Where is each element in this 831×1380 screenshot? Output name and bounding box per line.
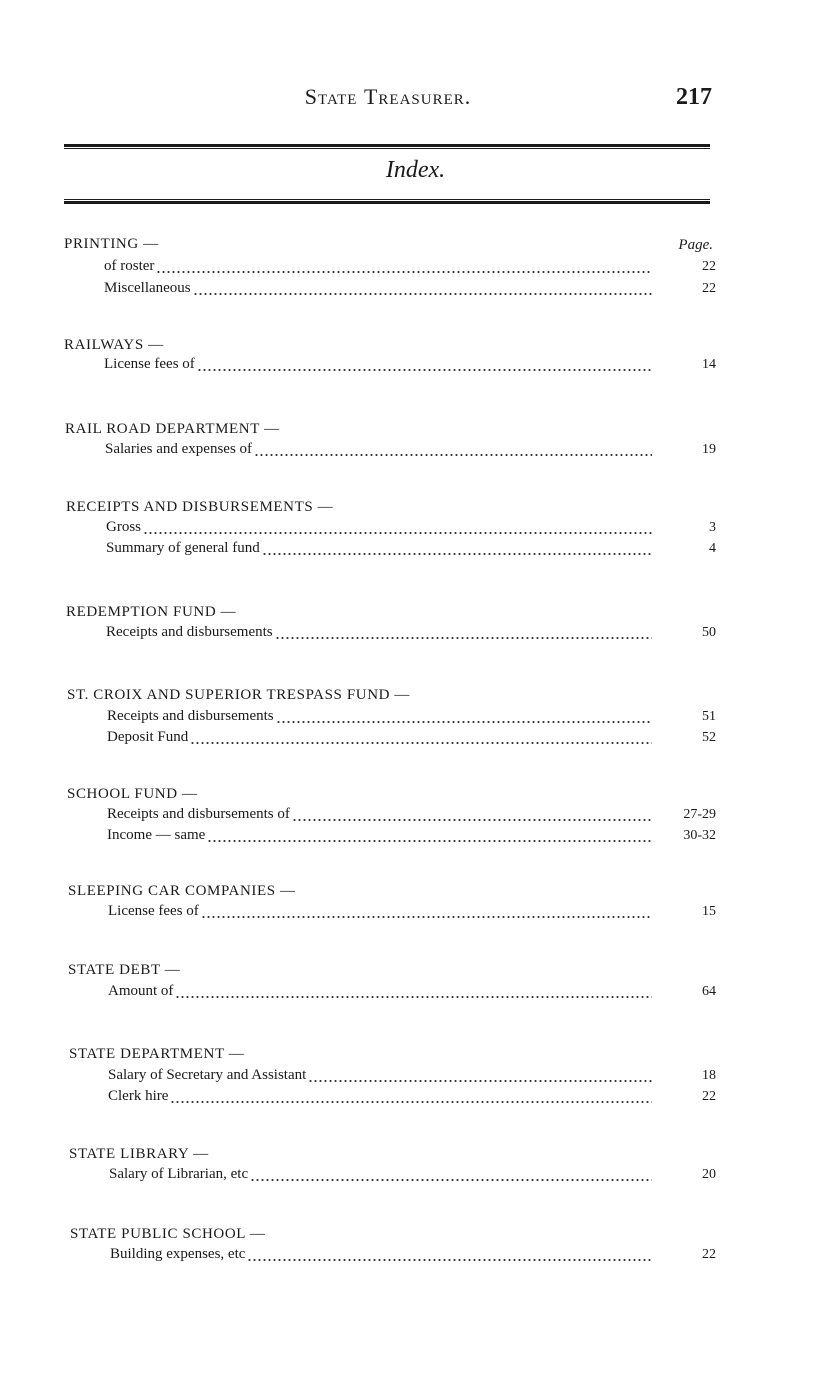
entry-label: Clerk hire (108, 1088, 169, 1104)
index-entry (107, 806, 716, 826)
dot-leader (190, 741, 652, 745)
index-entry (105, 441, 716, 461)
entry-page: 20 (702, 1167, 716, 1182)
entry-label: Salary of Librarian, etc (109, 1166, 249, 1182)
index-heading-railways: RAILWAYS — (64, 337, 164, 353)
index-entry (108, 903, 716, 923)
entry-page: 52 (702, 730, 716, 745)
index-entry (104, 258, 716, 278)
dot-leader (250, 1178, 652, 1182)
dot-leader (308, 1079, 652, 1083)
index-heading-printing: PRINTING — (64, 236, 159, 252)
entry-label: of roster (104, 258, 155, 274)
header-rule-top-thin (64, 148, 710, 149)
index-entry (104, 356, 716, 376)
entry-label: Receipts and disbursements of (107, 806, 290, 822)
entry-label: Salary of Secretary and Assistant (108, 1067, 307, 1083)
index-entry (109, 1166, 716, 1186)
page-header (64, 84, 712, 114)
running-title: State Treasurer. (304, 84, 472, 109)
index-entry (106, 519, 716, 539)
index-heading-rail-road-department: RAIL ROAD DEPARTMENT — (65, 421, 280, 437)
index-entry (106, 624, 716, 644)
dot-leader (201, 915, 652, 919)
entry-page: 15 (702, 904, 716, 919)
entry-label: Deposit Fund (107, 729, 189, 745)
entry-page: 27-29 (683, 807, 716, 822)
dot-leader (262, 552, 652, 556)
entry-page: 22 (702, 1247, 716, 1262)
entry-label: Income — same (107, 827, 206, 843)
index-entry (108, 983, 716, 1003)
index-entry (106, 540, 716, 560)
entry-page: 22 (702, 281, 716, 296)
entry-page: 14 (702, 357, 716, 372)
index-entry (107, 827, 716, 847)
dot-leader (247, 1258, 652, 1262)
dot-leader (175, 995, 652, 999)
index-heading-sleeping-car-companies: SLEEPING CAR COMPANIES — (68, 883, 296, 899)
dot-leader (170, 1100, 652, 1104)
index-entry (107, 708, 716, 728)
entry-page: 18 (702, 1068, 716, 1083)
dot-leader (275, 636, 652, 640)
index-heading-state-debt: STATE DEBT — (68, 962, 181, 978)
dot-leader (254, 453, 652, 457)
index-heading-st-croix-trespass-fund: ST. CROIX AND SUPERIOR TRESPASS FUND — (67, 687, 411, 703)
entry-page: 30-32 (683, 828, 716, 843)
index-entry (108, 1067, 716, 1087)
index-title: Index. (385, 157, 446, 183)
index-entry (107, 729, 716, 749)
dot-leader (207, 839, 652, 843)
entry-page: 64 (702, 984, 716, 999)
entry-label: Gross (106, 519, 142, 535)
header-rule-bottom (64, 201, 710, 204)
header-rule-top (64, 144, 710, 147)
entry-label: Salaries and expenses of (105, 441, 253, 457)
dot-leader (156, 270, 652, 274)
dot-leader (197, 368, 652, 372)
header-rule-bottom-thin (64, 199, 710, 200)
entry-label: Amount of (108, 983, 174, 999)
dot-leader (143, 531, 652, 535)
index-heading-state-library: STATE LIBRARY — (69, 1146, 209, 1162)
page-number: 217 (676, 84, 712, 110)
page-column-label: Page. (678, 237, 713, 253)
entry-label: License fees of (104, 356, 195, 372)
entry-page: 50 (702, 625, 716, 640)
dot-leader (292, 818, 652, 822)
entry-page: 51 (702, 709, 716, 724)
dot-leader (193, 292, 652, 296)
entry-label: Receipts and disbursements (106, 624, 273, 640)
entry-page: 19 (702, 442, 716, 457)
index-heading-receipts-and-disbursements: RECEIPTS AND DISBURSEMENTS — (66, 499, 334, 515)
index-heading-state-department: STATE DEPARTMENT — (69, 1046, 245, 1062)
index-heading-school-fund: SCHOOL FUND — (67, 786, 198, 802)
index-entry (104, 280, 716, 300)
entry-label: Building expenses, etc (110, 1246, 246, 1262)
entry-label: Miscellaneous (104, 280, 191, 296)
index-entry (110, 1246, 716, 1266)
index-heading-state-public-school: STATE PUBLIC SCHOOL — (70, 1226, 266, 1242)
entry-page: 3 (709, 520, 716, 535)
entry-page: 4 (709, 541, 716, 556)
entry-label: Receipts and disbursements (107, 708, 274, 724)
entry-label: Summary of general fund (106, 540, 260, 556)
index-heading-redemption-fund: REDEMPTION FUND — (66, 604, 237, 620)
entry-page: 22 (702, 1089, 716, 1104)
entry-label: License fees of (108, 903, 199, 919)
index-entry (108, 1088, 716, 1108)
dot-leader (276, 720, 652, 724)
entry-page: 22 (702, 259, 716, 274)
